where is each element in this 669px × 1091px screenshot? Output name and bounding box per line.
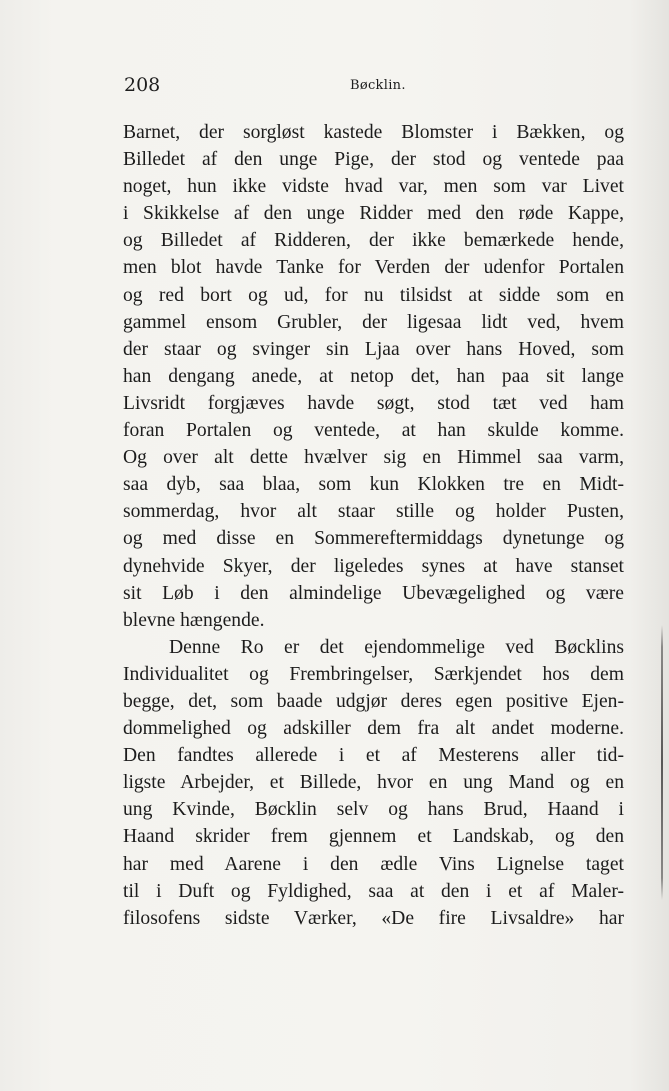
text-line: dynehvide Skyer, der ligeledes synes at have stanset [123,555,624,577]
text-line: saa dyb, saa blaa, som kun Klokken tre en Midt- [123,474,624,496]
text-line: blevne hængende. [123,609,265,631]
page-header [124,74,624,100]
text-line: der staar og svinger sin Ljaa over hans Hoved, som [123,338,624,360]
text-line: filosofens sidste Værker, «De fire Livsaldre» har [123,907,624,929]
text-line: noget, hun ikke vidste hvad var, men som var Livet [123,176,624,198]
text-line: til i Duft og Fyldighed, saa at den i et af Maler- [123,880,624,902]
text-line: Livsridt forgjæves havde søgt, stod tæt ved ham [123,392,624,414]
text-line: begge, det, som baade udgjør deres egen positive Ejen- [123,690,624,712]
text-line: og red bort og ud, for nu tilsidst at sidde som en [123,284,624,306]
page-number: 208 [124,74,161,96]
text-line: men blot havde Tanke for Verden der udenfor Portalen [123,257,624,279]
text-line: Den fandtes allerede i et af Mesterens aller tid- [123,745,624,767]
body-text [123,119,624,932]
text-line: Denne Ro er det ejendommelige ved Bøcklins [169,636,624,658]
text-line: har med Aarene i den ædle Vins Lignelse taget [123,853,624,875]
page-edge-shadow [661,625,663,900]
text-line: Billedet af den unge Pige, der stod og ventede paa [123,149,624,171]
text-line: ligste Arbejder, et Billede, hvor en ung Mand og en [123,772,624,794]
text-line: gammel ensom Grubler, der ligesaa lidt ved, hvem [123,311,624,333]
text-line: sit Løb i den almindelige Ubevægelighed og være [123,582,624,604]
text-line: Og over alt dette hvælver sig en Himmel saa varm, [123,447,624,469]
text-line: Barnet, der sorgløst kastede Blomster i Bækken, og [123,122,624,143]
text-line: dommelighed og adskiller dem fra alt andet moderne. [123,718,624,740]
text-line: foran Portalen og ventede, at han skulde komme. [123,420,624,442]
text-line: og med disse en Sommereftermiddags dynetunge og [123,528,624,550]
text-line: Haand skrider frem gjennem et Landskab, og den [123,826,624,848]
text-line: sommerdag, hvor alt staar stille og holder Pusten, [123,501,624,523]
text-line: ung Kvinde, Bøcklin selv og hans Brud, Haand i [123,799,624,821]
running-title: Bøcklin. [350,78,406,93]
text-line: i Skikkelse af den unge Ridder med den røde Kappe, [123,203,624,225]
text-line: og Billedet af Ridderen, der ikke bemærkede hende, [123,230,624,252]
text-line: han dengang anede, at netop det, han paa sit lange [123,365,624,387]
text-line: Individualitet og Frembringelser, Særkjendet hos dem [123,663,624,685]
